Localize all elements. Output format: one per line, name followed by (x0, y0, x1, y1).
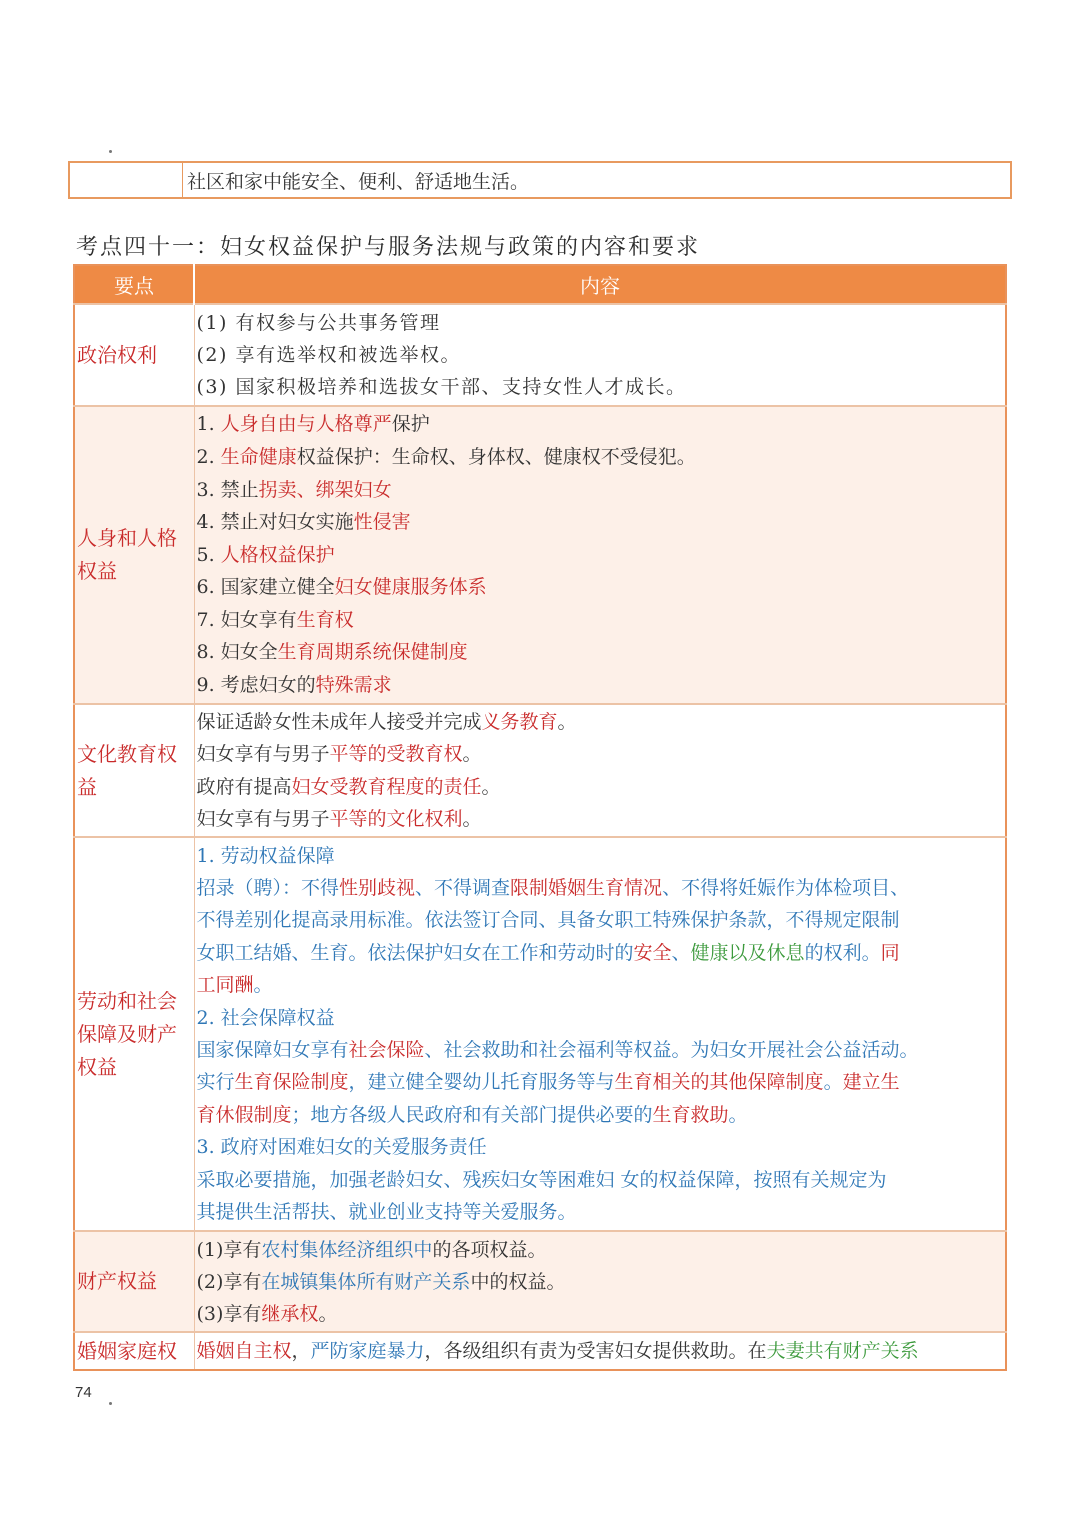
list-item: 6. 国家建立健全妇女健康服务体系 (196, 576, 487, 599)
table-row (74, 1332, 1006, 1370)
header-key: 要点 (74, 265, 194, 304)
table-row (74, 304, 1006, 406)
list-item: 采取必要措施，加强老龄妇女、残疾妇女等困难妇 女的权益保障，按照有关规定为 (196, 1168, 887, 1191)
table-row (74, 837, 1006, 1231)
key-culture: 文化教育权益 (74, 704, 194, 837)
list-item: 实行生育保险制度，建立健全婴幼儿托育服务等与生育相关的其他保障制度。建立生 (196, 1071, 900, 1094)
list-item: 妇女享有与男子平等的文化权利。 (196, 808, 482, 830)
list-item: 5. 人格权益保护 (196, 543, 335, 566)
list-item: 其提供生活帮扶、就业创业支持等关爱服务。 (196, 1201, 577, 1224)
list-item: 政府有提高妇女受教育程度的责任。 (196, 775, 501, 798)
subheading: 1. 劳动权益保障 (196, 844, 335, 867)
list-item: 工同酬。 (196, 974, 273, 997)
list-item: (1)享有农村集体经济组织中的各项权益。 (196, 1238, 547, 1261)
list-item: 7. 妇女享有生育权 (196, 608, 354, 631)
content-culture (194, 704, 1006, 837)
header-row (74, 265, 1006, 304)
content-cell: 社区和家中能安全、便利、舒适地生活。 (187, 170, 530, 193)
scan-dot (109, 150, 112, 153)
header-content: 内容 (194, 265, 1006, 304)
table-row (69, 162, 1011, 198)
list-item: 婚姻自主权，严防家庭暴力，各级组织有责为受害妇女提供救助。在夫妻共有财产关系 (196, 1340, 919, 1362)
key-property: 财产权益 (74, 1231, 194, 1332)
list-item: 3. 禁止拐卖、绑架妇女 (196, 478, 392, 501)
list-item: (2) 享有选举权和被选举权。 (196, 344, 461, 366)
list-item: 2. 生命健康权益保护：生命权、身体权、健康权不受侵犯。 (196, 445, 696, 468)
list-item: 妇女享有与男子平等的受教育权。 (196, 743, 482, 765)
content-political (194, 304, 1006, 406)
list-item: 8. 妇女全生育周期系统保健制度 (196, 641, 468, 664)
key-labor: 劳动和社会保障及财产权益 (74, 837, 194, 1231)
key-marriage: 婚姻家庭权 (74, 1332, 194, 1370)
list-item: 育休假制度；地方各级人民政府和有关部门提供必要的生育救助。 (196, 1103, 748, 1126)
page-number: 74 (75, 1384, 92, 1401)
list-item: (3) 国家积极培养和选拔女干部、支持女性人才成长。 (196, 376, 687, 398)
content-personal (194, 406, 1006, 704)
list-item: 4. 禁止对妇女实施性侵害 (196, 511, 411, 534)
key-political: 政治权利 (74, 304, 194, 406)
key-personal: 人身和人格权益 (74, 406, 194, 704)
scan-dot (109, 1402, 112, 1405)
list-item: 1. 人身自由与人格尊严保护 (196, 413, 430, 436)
table-row (74, 406, 1006, 704)
list-item: 9. 考虑妇女的特殊需求 (196, 674, 392, 697)
list-item: 女职工结婚、生育。依法保护妇女在工作和劳动时的安全、健康以及休息的权利。同 (196, 941, 900, 964)
list-item: (1) 有权参与公共事务管理 (196, 312, 441, 334)
list-item: 招录（聘）：不得性别歧视、不得调查限制婚姻生育情况、不得将妊娠作为体检项目、 (196, 876, 910, 899)
subheading: 3. 政府对困难妇女的关爱服务责任 (196, 1136, 487, 1159)
section-title: 考点四十一：妇女权益保护与服务法规与政策的内容和要求 (76, 235, 701, 260)
list-item: (2)享有在城镇集体所有财产关系中的权益。 (196, 1270, 566, 1293)
content-property (194, 1231, 1006, 1332)
list-item: 国家保障妇女享有社会保险、社会救助和社会福利等权益。为妇女开展社会公益活动。 (196, 1039, 919, 1061)
empty-key-cell (69, 162, 183, 198)
list-item: (3)享有继承权。 (196, 1302, 338, 1325)
previous-table-row (68, 161, 1012, 199)
list-item: 保证适龄女性未成年人接受并完成义务教育。 (196, 710, 577, 733)
list-item: 不得差别化提高录用标准。依法签订合同、具备女职工特殊保护条款，不得规定限制 (196, 909, 900, 932)
table-row (74, 704, 1006, 837)
subheading: 2. 社会保障权益 (196, 1006, 335, 1029)
content-marriage (194, 1332, 1006, 1370)
table-row (74, 1231, 1006, 1332)
rights-table (73, 264, 1007, 1371)
content-labor (194, 837, 1006, 1231)
